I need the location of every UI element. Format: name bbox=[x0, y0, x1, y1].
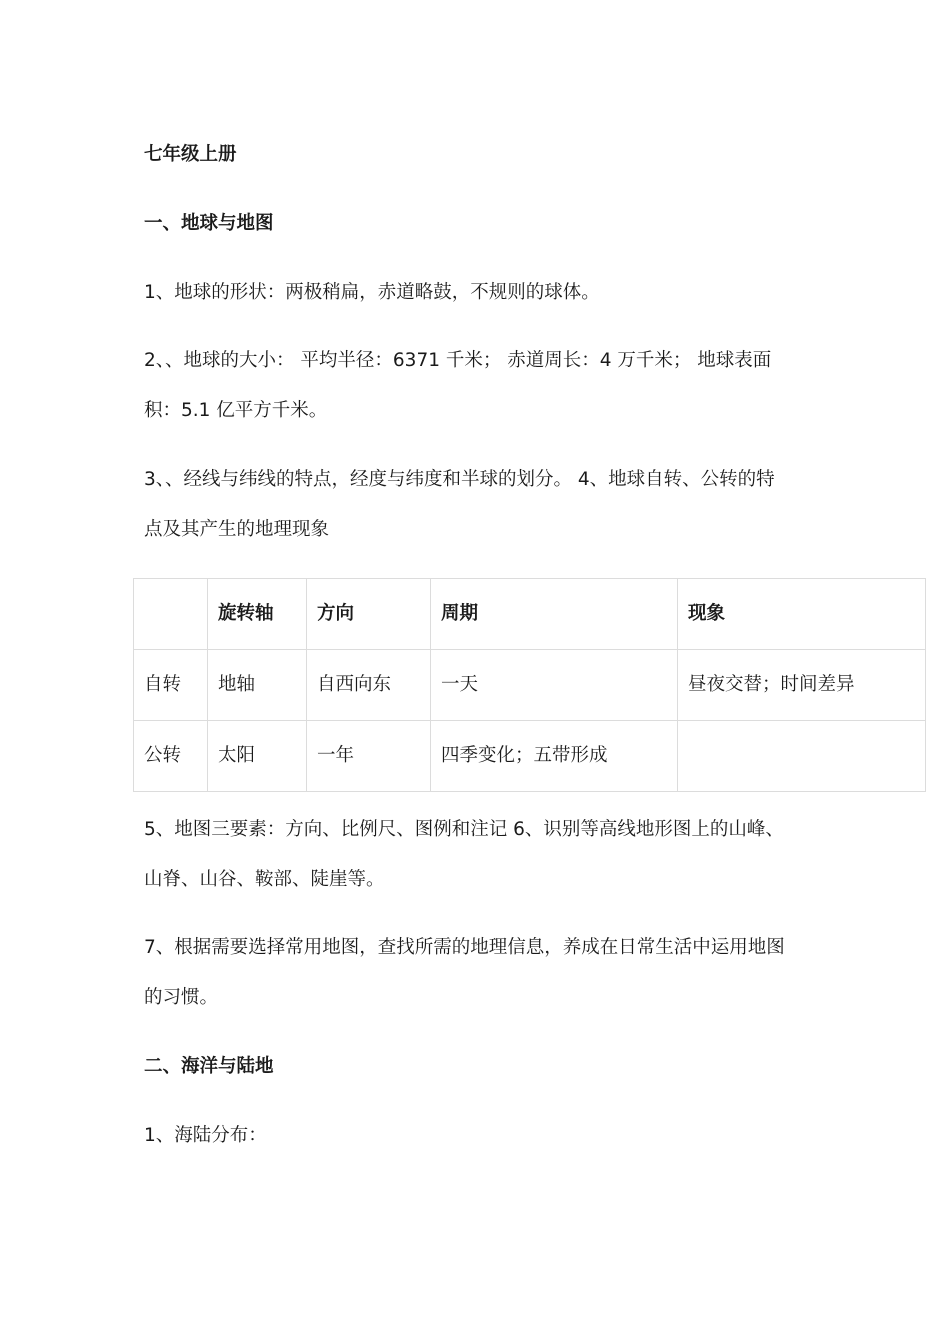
paragraph-meridians-line2: 点及其产生的地理现象 bbox=[144, 519, 330, 540]
section-heading-earth-and-maps: 一、地球与地图 bbox=[144, 213, 274, 234]
paragraph-meridians-line1: 3、、经线与纬线的特点，经度与纬度和半球的划分。 4、地球自转、公转的特 bbox=[144, 469, 775, 490]
paragraph-earth-shape: 1、地球的形状：两极稍扁，赤道略鼓，不规则的球体。 bbox=[144, 282, 600, 303]
table-cell: 昼夜交替；时间差异 bbox=[678, 650, 926, 721]
paragraph-map-elements-line1: 5、地图三要素：方向、比例尺、图例和注记 6、识别等高线地形图上的山峰、 bbox=[144, 819, 784, 840]
paragraph-map-usage-line1: 7、根据需要选择常用地图，查找所需的地理信息，养成在日常生活中运用地图 bbox=[144, 937, 785, 958]
table-cell: 四季变化；五带形成 bbox=[431, 721, 678, 792]
table-cell: 一天 bbox=[431, 650, 678, 721]
table-cell: 公转 bbox=[134, 721, 208, 792]
paragraph-map-elements-line2: 山脊、山谷、鞍部、陡崖等。 bbox=[144, 869, 385, 890]
table-cell bbox=[678, 721, 926, 792]
rotation-revolution-table bbox=[133, 578, 926, 792]
grade-title: 七年级上册 bbox=[144, 144, 237, 165]
paragraph-map-usage-line2: 的习惯。 bbox=[144, 987, 219, 1008]
table-row bbox=[134, 721, 926, 792]
paragraph-earth-size-line1: 2、、地球的大小： 平均半径：6371 千米； 赤道周长：4 万千米； 地球表面 bbox=[144, 350, 772, 371]
table-header-cell: 周期 bbox=[431, 579, 678, 650]
table-cell: 太阳 bbox=[208, 721, 307, 792]
table-cell: 自转 bbox=[134, 650, 208, 721]
table-cell: 地轴 bbox=[208, 650, 307, 721]
table-row bbox=[134, 650, 926, 721]
paragraph-land-sea-distribution: 1、海陆分布： bbox=[144, 1125, 267, 1146]
table-cell: 自西向东 bbox=[307, 650, 431, 721]
paragraph-earth-size-line2: 积：5.1 亿平方千米。 bbox=[144, 400, 328, 421]
section-heading-ocean-and-land: 二、海洋与陆地 bbox=[144, 1056, 274, 1077]
table-header-row bbox=[134, 579, 926, 650]
table-cell: 一年 bbox=[307, 721, 431, 792]
table-header-cell: 旋转轴 bbox=[208, 579, 307, 650]
table-header-cell: 现象 bbox=[678, 579, 926, 650]
table-header-cell: 方向 bbox=[307, 579, 431, 650]
table-header-cell bbox=[134, 579, 208, 650]
